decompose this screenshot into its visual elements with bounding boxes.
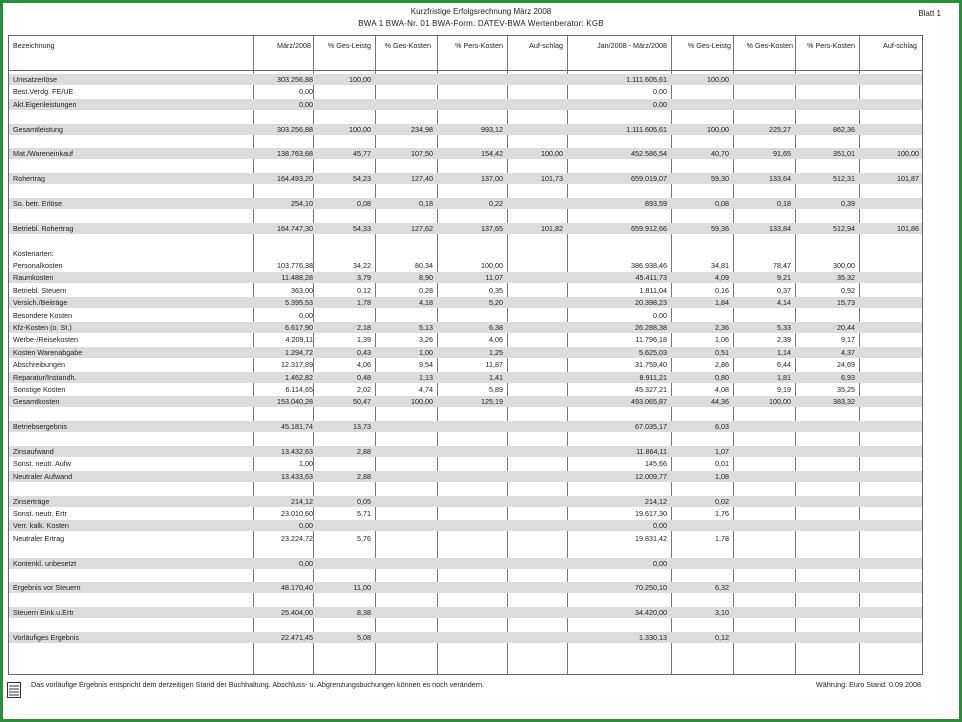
row-value: 44,36 xyxy=(711,397,729,407)
row-value: 0,00 xyxy=(299,99,313,109)
table-row xyxy=(9,458,922,469)
row-value: 8.911,21 xyxy=(639,372,667,382)
row-value: 45,77 xyxy=(353,149,371,159)
row-value: 0,28 xyxy=(419,285,433,295)
row-label: So. betr. Erlöse xyxy=(13,199,63,208)
row-value: 363,00 xyxy=(291,285,313,295)
row-value: 0,00 xyxy=(653,99,667,109)
row-value: 2,18 xyxy=(357,323,371,332)
row-value: 862,36 xyxy=(833,124,855,134)
row-value: 5.395,53 xyxy=(285,298,313,308)
col-header-aufschlag: Auf-schlag xyxy=(529,41,563,50)
row-label: Betriebl. Steuern xyxy=(13,285,67,295)
row-value: 0,39 xyxy=(841,199,855,208)
row-value: 0,00 xyxy=(653,310,667,320)
row-value: 1,07 xyxy=(715,447,729,456)
row-label: Kosten Warenabgabe xyxy=(13,347,83,357)
row-value: 137,65 xyxy=(481,223,503,233)
row-value: 133,84 xyxy=(769,223,791,233)
row-value: 3,26 xyxy=(419,335,433,345)
row-value: 54,33 xyxy=(353,223,371,233)
row-value: 214,12 xyxy=(291,496,313,506)
row-value: 214,12 xyxy=(645,496,667,506)
row-value: 2,39 xyxy=(777,335,791,345)
row-value: 127,62 xyxy=(411,223,433,233)
row-value: 993,12 xyxy=(481,124,503,134)
row-value: 0,01 xyxy=(715,459,729,469)
row-label: Mat./Wareneinkauf xyxy=(13,149,74,159)
row-value: 100,00 xyxy=(411,397,433,407)
row-label: Zinserträge xyxy=(13,496,50,506)
row-value: 35,32 xyxy=(837,273,855,283)
row-value: 48.170,40 xyxy=(281,583,313,593)
row-value: 512,31 xyxy=(833,174,855,184)
row-value: 4,09 xyxy=(715,273,729,283)
row-value: 13,73 xyxy=(353,422,371,432)
row-value: 1.294,72 xyxy=(285,347,313,357)
row-value: 0,35 xyxy=(489,285,503,295)
row-value: 6,03 xyxy=(715,422,729,432)
col-header-pct-leistung: % Ges-Leistg xyxy=(327,41,371,50)
row-value: 0,16 xyxy=(715,285,729,295)
row-value: 80,34 xyxy=(415,261,433,270)
table-row xyxy=(9,483,922,494)
row-label: Sonstige Kosten xyxy=(13,385,66,394)
row-value: 1,00 xyxy=(419,347,433,357)
table-row xyxy=(9,409,922,420)
row-value: 22.471,45 xyxy=(281,633,313,642)
table-row xyxy=(9,173,922,184)
row-value: 54,23 xyxy=(353,174,371,184)
table-row xyxy=(9,347,922,358)
row-label: Rohertrag xyxy=(13,174,45,184)
row-value: 0,02 xyxy=(715,496,729,506)
row-value: 164.493,20 xyxy=(277,174,313,184)
table-row xyxy=(9,396,922,407)
table-row xyxy=(9,99,922,110)
table-row xyxy=(9,223,922,234)
row-value: 0,08 xyxy=(715,199,729,208)
row-value: 100,00 xyxy=(481,261,503,270)
row-label: Personalkosten xyxy=(13,261,63,270)
row-value: 11,87 xyxy=(485,360,503,370)
row-value: 1,06 xyxy=(715,335,729,345)
report-page xyxy=(3,3,959,719)
row-value: 254,10 xyxy=(291,199,313,208)
row-label: Kfz-Kosten (o. St.) xyxy=(13,323,72,332)
row-value: 12.009,77 xyxy=(635,471,667,481)
row-value: 493.065,87 xyxy=(631,397,667,407)
table-row xyxy=(9,607,922,618)
col-header-pct-kosten: % Ges-Kosten xyxy=(384,41,431,50)
row-label: Vorläufiges Ergebnis xyxy=(13,633,79,642)
row-value: 70.250,10 xyxy=(635,583,667,593)
table-row xyxy=(9,582,922,593)
row-value: 34,22 xyxy=(353,261,371,270)
col-header-pct-pers: % Pers-Kosten xyxy=(455,41,503,50)
table-row xyxy=(9,620,922,631)
row-value: 0,43 xyxy=(357,347,371,357)
row-value: 4.209,11 xyxy=(285,335,313,345)
row-value: 1,41 xyxy=(489,372,503,382)
row-value: 20,44 xyxy=(837,323,855,332)
row-value: 1,76 xyxy=(715,509,729,518)
row-label: Werbe-/Reisekosten xyxy=(13,335,78,345)
row-value: 1.111.605,61 xyxy=(626,75,667,84)
row-value: 1,00 xyxy=(299,459,313,469)
table-row xyxy=(9,198,922,209)
row-value: 0,12 xyxy=(357,285,371,295)
row-value: 8,38 xyxy=(357,608,371,618)
row-value: 107,50 xyxy=(411,149,433,159)
table-row xyxy=(9,632,922,643)
row-value: 34,81 xyxy=(711,261,729,270)
row-value: 153.040,28 xyxy=(277,397,313,407)
col-header-ytd-pct-leistung: % Ges-Leistg xyxy=(687,41,731,50)
row-value: 125,19 xyxy=(481,397,503,407)
table-row xyxy=(9,372,922,383)
row-value: 45.411,73 xyxy=(635,273,667,283)
row-value: 6.114,65 xyxy=(285,385,313,394)
row-value: 5,20 xyxy=(489,298,503,308)
row-value: 5.625,03 xyxy=(639,347,667,357)
report-footer xyxy=(3,676,959,706)
table-row xyxy=(9,545,922,556)
row-value: 5,08 xyxy=(357,633,371,642)
row-value: 0,00 xyxy=(653,521,667,531)
row-value: 8,90 xyxy=(419,273,433,283)
table-row xyxy=(9,421,922,432)
row-value: 1.111.605,61 xyxy=(626,124,667,134)
table-row xyxy=(9,285,922,296)
row-value: 4,74 xyxy=(419,385,433,394)
row-value: 0,00 xyxy=(299,558,313,568)
row-value: 5,71 xyxy=(357,509,371,518)
row-value: 0,08 xyxy=(357,199,371,208)
table-row xyxy=(9,310,922,321)
table-row xyxy=(9,434,922,445)
row-label: Steuern Eink.u.Ertr xyxy=(13,608,74,618)
row-value: 4,08 xyxy=(715,385,729,394)
row-value: 50,47 xyxy=(353,397,371,407)
col-header-ytd-pct-kosten: % Ges-Kosten xyxy=(746,41,793,50)
table-row xyxy=(9,186,922,197)
row-value: 133,64 xyxy=(769,174,791,184)
table-row xyxy=(9,74,922,85)
row-value: 137,00 xyxy=(481,174,503,184)
row-value: 11,07 xyxy=(485,273,503,283)
row-value: 1.462,82 xyxy=(285,372,313,382)
row-value: 0,92 xyxy=(841,285,855,295)
row-value: 127,40 xyxy=(411,174,433,184)
col-header-month: März/2008 xyxy=(277,41,311,50)
row-value: 0,00 xyxy=(653,87,667,97)
table-row xyxy=(9,272,922,283)
col-header-ytd-aufschlag: Auf-schlag xyxy=(883,41,917,50)
row-value: 45.181,74 xyxy=(281,422,313,432)
row-label: Sonst. neutr. Aufw xyxy=(13,459,71,469)
row-value: 4,37 xyxy=(841,347,855,357)
row-value: 23.010,60 xyxy=(281,509,313,518)
row-value: 4,06 xyxy=(489,335,503,345)
row-value: 1,13 xyxy=(419,372,433,382)
row-value: 659.019,07 xyxy=(631,174,667,184)
col-header-ytd-pct-pers: % Pers-Kosten xyxy=(807,41,855,50)
row-label: Best.Verdg. FE/UE xyxy=(13,87,74,97)
table-row xyxy=(9,297,922,308)
row-label: Zinsaufwand xyxy=(13,447,54,456)
row-value: 20.398,23 xyxy=(635,298,667,308)
row-value: 1,08 xyxy=(715,471,729,481)
table-row xyxy=(9,260,922,271)
row-value: 2,88 xyxy=(357,447,371,456)
row-value: 59,36 xyxy=(711,223,729,233)
table-row xyxy=(9,595,922,606)
row-value: 45.327,21 xyxy=(635,385,667,394)
row-label: Ergebnis vor Steuern xyxy=(13,583,81,593)
table-row xyxy=(9,508,922,519)
row-value: 154,42 xyxy=(481,149,503,159)
row-value: 35,25 xyxy=(837,385,855,394)
footer-note: Das vorläufige Ergebnis entspricht dem derzeitigen Stand der Buchhaltung. Abschluss- u. Abgrenzungsbuchungen können es noch verändern. xyxy=(31,680,485,689)
table-row xyxy=(9,148,922,159)
row-value: 6,32 xyxy=(715,583,729,593)
row-value: 26.288,38 xyxy=(635,323,667,332)
row-value: 1,84 xyxy=(715,298,729,308)
row-value: 138.763,68 xyxy=(277,149,313,159)
col-header-ytd: Jan/2008 - März/2008 xyxy=(597,41,667,50)
row-value: 13.433,63 xyxy=(281,471,313,481)
row-value: 145,66 xyxy=(645,459,667,469)
row-value: 1.330,13 xyxy=(639,633,667,642)
row-value: 0,00 xyxy=(299,310,313,320)
row-value: 0,18 xyxy=(419,199,433,208)
row-label: Sonst. neutr. Ertr xyxy=(13,509,67,518)
report-title: Kurzfristige Erfolgsrechnung März 2008 xyxy=(410,7,552,16)
row-value: 3,10 xyxy=(715,608,729,618)
row-value: 101,87 xyxy=(897,174,919,184)
row-value: 9,54 xyxy=(419,360,433,370)
row-value: 100,00 xyxy=(541,149,563,159)
row-label: Raumkosten xyxy=(13,273,54,283)
table-row xyxy=(9,322,922,333)
row-value: 6,93 xyxy=(841,372,855,382)
row-value: 78,47 xyxy=(773,261,791,270)
row-value: 40,70 xyxy=(711,149,729,159)
row-label: Kostenarten: xyxy=(13,248,54,258)
row-value: 11.864,11 xyxy=(636,447,667,456)
document-icon xyxy=(7,682,21,698)
row-value: 67.035,17 xyxy=(635,422,667,432)
row-value: 100,00 xyxy=(349,124,371,134)
table-row xyxy=(9,210,922,221)
row-value: 1,14 xyxy=(777,347,791,357)
column-header-row xyxy=(9,36,922,71)
row-value: 0,48 xyxy=(357,372,371,382)
table-row xyxy=(9,359,922,370)
row-value: 1.811,04 xyxy=(639,285,667,295)
row-value: 11.796,18 xyxy=(635,335,667,345)
table-row xyxy=(9,86,922,97)
table-row xyxy=(9,235,922,246)
row-value: 6,44 xyxy=(777,360,791,370)
row-value: 100,00 xyxy=(897,149,919,159)
row-label: Gesamtleistung xyxy=(13,124,63,134)
row-label: Besondere Kosten xyxy=(13,310,73,320)
row-label: Umsatzerlöse xyxy=(13,75,57,84)
row-label: Gesamtkosten xyxy=(13,397,60,407)
row-value: 6,38 xyxy=(489,323,503,332)
row-value: 0,51 xyxy=(715,347,729,357)
row-value: 893,59 xyxy=(645,199,667,208)
table-row xyxy=(9,471,922,482)
col-header-label: Bezeichnung xyxy=(13,41,55,50)
row-value: 100,00 xyxy=(707,75,729,84)
row-value: 59,30 xyxy=(711,174,729,184)
row-label: Reparatur/Instandh. xyxy=(13,372,77,382)
row-value: 1,39 xyxy=(357,335,371,345)
row-value: 103.776,38 xyxy=(277,261,313,270)
row-value: 5,76 xyxy=(357,533,371,543)
row-value: 91,65 xyxy=(773,149,791,159)
table-row xyxy=(9,446,922,457)
row-value: 659.912,66 xyxy=(631,223,667,233)
row-label: Neutraler Ertrag xyxy=(13,533,65,543)
row-label: Versich./Beiträge xyxy=(13,298,68,308)
report-subtitle: BWA 1 BWA-Nr. 01 BWA-Form: DATEV-BWA Wertenberator: KGB xyxy=(358,19,604,28)
row-value: 386.938,46 xyxy=(631,261,667,270)
row-value: 3,79 xyxy=(357,273,371,283)
table-row xyxy=(9,520,922,531)
row-value: 19.831,42 xyxy=(635,533,667,543)
row-value: 0,00 xyxy=(653,558,667,568)
row-value: 13.432,63 xyxy=(281,447,313,456)
row-value: 31.759,40 xyxy=(635,360,667,370)
row-value: 4,06 xyxy=(357,360,371,370)
row-value: 1,78 xyxy=(357,298,371,308)
row-value: 0,12 xyxy=(715,633,729,642)
table-row xyxy=(9,248,922,259)
row-value: 303.256,88 xyxy=(277,75,313,84)
row-value: 101,82 xyxy=(541,223,563,233)
row-value: 452.586,54 xyxy=(631,149,667,159)
row-value: 2,86 xyxy=(715,360,729,370)
row-label: Abschreibungen xyxy=(13,360,65,370)
row-value: 12.317,89 xyxy=(281,360,313,370)
page-number: Blatt 1 xyxy=(918,9,941,18)
row-value: 1,81 xyxy=(777,372,791,382)
table-row xyxy=(9,496,922,507)
row-value: 351,01 xyxy=(833,149,855,159)
row-value: 15,73 xyxy=(837,298,855,308)
row-value: 19.617,30 xyxy=(635,509,667,518)
row-value: 34.420,00 xyxy=(635,608,667,618)
row-value: 101,86 xyxy=(897,223,919,233)
table-row xyxy=(9,558,922,569)
row-value: 5,13 xyxy=(419,323,433,332)
table-row xyxy=(9,124,922,135)
row-label: Verr. kalk. Kosten xyxy=(13,521,69,531)
row-value: 303.256,88 xyxy=(277,124,313,134)
row-value: 11,00 xyxy=(353,583,371,593)
row-value: 1,78 xyxy=(715,533,729,543)
row-value: 4,14 xyxy=(777,298,791,308)
row-value: 101,73 xyxy=(541,174,563,184)
row-value: 5,89 xyxy=(489,385,503,394)
row-value: 0,18 xyxy=(777,199,791,208)
row-value: 24,69 xyxy=(837,360,855,370)
row-value: 0,80 xyxy=(715,372,729,382)
table-row xyxy=(9,384,922,395)
report-header xyxy=(3,7,959,35)
row-value: 2,36 xyxy=(715,323,729,332)
row-value: 2,02 xyxy=(357,385,371,394)
footer-currency: Währung: Euro Stand: 0.09.2008 xyxy=(815,680,921,689)
row-value: 164.747,30 xyxy=(277,223,313,233)
row-value: 9,17 xyxy=(841,335,855,345)
table-row xyxy=(9,136,922,147)
row-label: Kontenkl. unbesetzt xyxy=(13,558,77,568)
row-value: 1,25 xyxy=(489,347,503,357)
row-value: 512,94 xyxy=(833,223,855,233)
row-label: Betriebsergebnis xyxy=(13,422,67,432)
row-label: Neutraler Aufwand xyxy=(13,471,73,481)
row-value: 0,00 xyxy=(299,87,313,97)
table-row xyxy=(9,111,922,122)
row-value: 0,22 xyxy=(489,199,503,208)
row-value: 6.617,90 xyxy=(285,323,313,332)
row-value: 0,00 xyxy=(299,521,313,531)
row-value: 225,27 xyxy=(769,124,791,134)
row-label: Betriebl. Rohertrag xyxy=(13,223,74,233)
row-value: 23.224,72 xyxy=(281,533,313,543)
row-value: 4,18 xyxy=(419,298,433,308)
row-value: 2,88 xyxy=(357,471,371,481)
table-row xyxy=(9,570,922,581)
row-value: 234,98 xyxy=(411,124,433,134)
table-row xyxy=(9,334,922,345)
row-value: 0,05 xyxy=(357,496,371,506)
row-value: 9,21 xyxy=(777,273,791,283)
row-value: 100,00 xyxy=(349,75,371,84)
bwa-table xyxy=(8,35,923,675)
row-value: 383,32 xyxy=(833,397,855,407)
row-label: Akt.Eigenleistungen xyxy=(13,99,77,109)
row-value: 11.488,28 xyxy=(281,273,313,283)
row-value: 300,00 xyxy=(833,261,855,270)
row-value: 100,00 xyxy=(707,124,729,134)
table-row xyxy=(9,161,922,172)
row-value: 25.404,00 xyxy=(281,608,313,618)
row-value: 0,37 xyxy=(777,285,791,295)
table-row xyxy=(9,533,922,544)
row-value: 9,19 xyxy=(777,385,791,394)
row-value: 5,33 xyxy=(777,323,791,332)
row-value: 100,00 xyxy=(769,397,791,407)
